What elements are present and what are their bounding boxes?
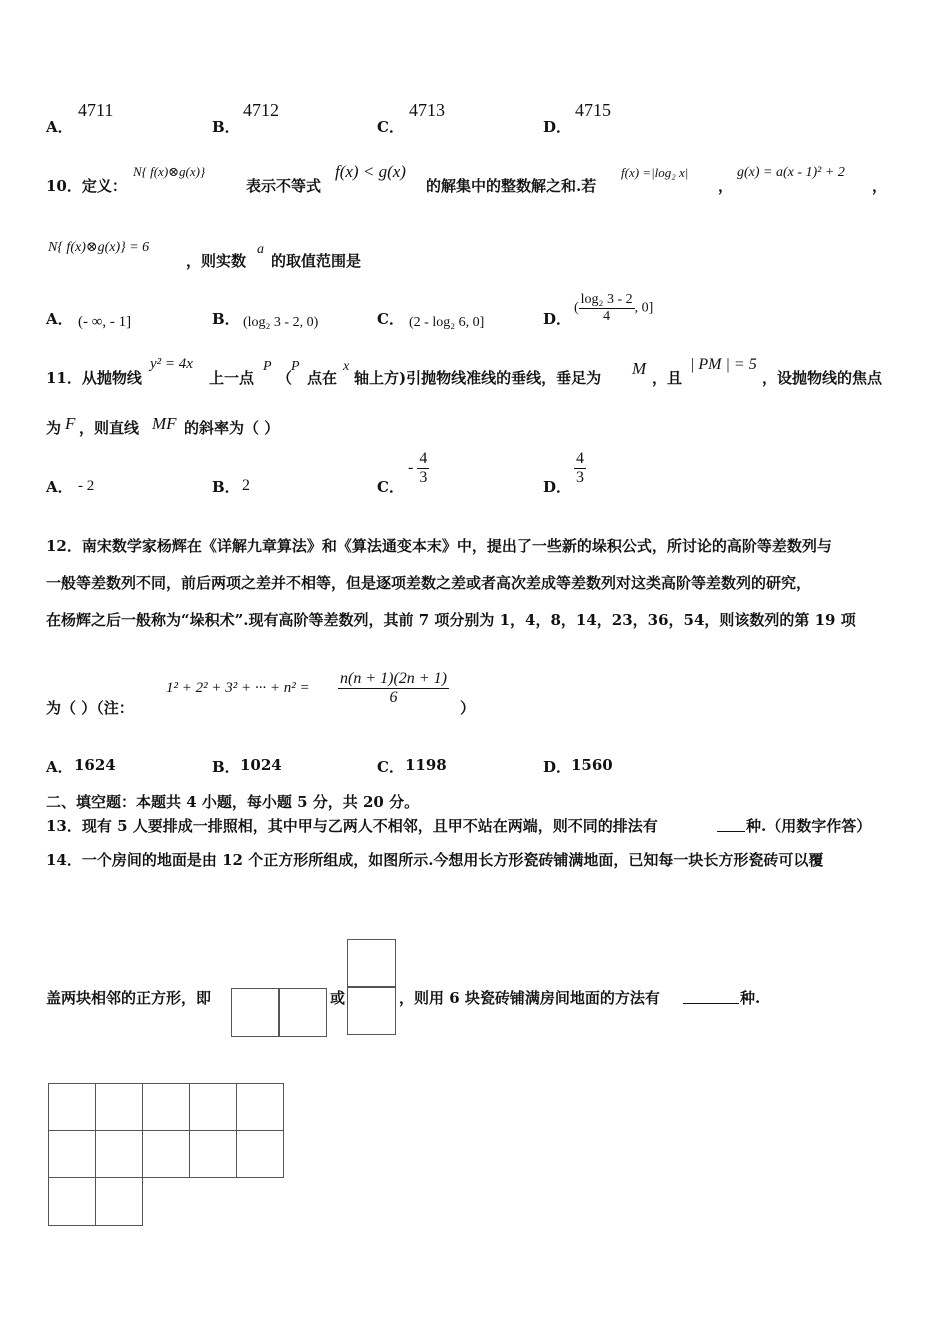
q14-tail: 种. [740,989,761,1007]
q11-option-c-sign: - [408,459,414,477]
q10-n-definition: N{ f(x)⊗g(x)} [133,164,206,179]
q10-comma-end: ， [872,177,888,195]
q11-point-p: P [263,359,272,374]
q11-point-p-2: P [291,359,300,374]
q10-option-a-label: A． [46,310,73,328]
q12-line-1: 12．南宋数学家杨辉在《详解九章算法》和《算法通变本末》中，提出了一些新的垛积公式，所讨论的高阶等差数列与 [46,537,832,555]
q10-option-b-value: (log₂ 3 - 2, 0) [243,315,319,330]
q12-line-3: 在杨辉之后一般称为“垛积术”.现有高阶等差数列，其前 7 项分别为 1，4，8，14，23，36，54，则该数列的第 19 项 [46,611,856,629]
q10-option-d-fraction [579,292,635,325]
vertical-tile-top-square [347,939,396,988]
q11-option-d-numerator: 4 [576,450,584,467]
q10-f-definition: f(x) =|log₂ x| [621,165,689,180]
q11-line2-c: 的斜率为（ ） [184,419,280,437]
q11-option-c-denominator: 3 [419,469,428,486]
q14-line-2a: 盖两块相邻的正方形，即 [46,989,212,1007]
q10-option-d-close: , 0] [634,300,654,316]
q12-option-c-label: C． [377,758,404,776]
q14-answer-blank[interactable] [683,987,739,1004]
floor-square [142,1083,190,1131]
q10-g-definition: g(x) = a(x - 1)² + 2 [737,165,845,180]
q12-option-b-value: 1024 [240,756,282,774]
q11-option-c-value [408,450,429,487]
q11-x-axis: x [343,359,350,374]
q12-option-a-label: A． [46,758,73,776]
q9-option-b-value: 4712 [243,100,279,120]
q10-var-a: a [257,242,264,257]
q11-option-d-value [574,450,586,487]
q9-option-c-value: 4713 [409,100,445,120]
q9-option-d-label: D． [543,118,572,136]
q14-or: 或 [330,989,346,1007]
q10-inequality: f(x) < g(x) [335,162,406,181]
floor-square [48,1177,96,1226]
q11-focus-f: F [65,414,76,433]
floor-square [95,1083,143,1131]
q10-option-d-open: ( [574,300,579,316]
q10-option-a-value: (- ∞, - 1] [78,314,132,330]
q12-option-d-value: 1560 [571,756,613,774]
floor-square [236,1083,284,1131]
q11-option-c-fraction [417,450,429,487]
floor-square [48,1083,96,1131]
q11-option-d-fraction [574,450,586,487]
q12-option-c-value: 1198 [405,756,447,774]
q10-option-b-label: B． [212,310,240,328]
q12-line-4a: 为（ ）（注： [46,699,134,717]
section-2-heading: 二、填空题：本题共 4 小题，每小题 5 分，共 20 分。 [46,793,420,811]
q10-option-d-numerator: log₂ 3 - 2 [580,292,633,307]
floor-square [189,1083,237,1131]
q11-text-2: （ [277,369,293,387]
floor-square [189,1130,237,1178]
q13-text: 13．现有 5 人要排成一排照相，其中甲与乙两人不相邻，且甲不站在两端，则不同的排法有 [46,817,658,835]
vertical-tile-bottom-square [347,986,396,1035]
q11-text-4: 轴上方)引抛物线准线的垂线，垂足为 [354,369,602,387]
q12-fraction-body [338,670,449,707]
q10-option-d-label: D． [543,310,572,328]
q11-option-b-value: 2 [242,477,250,494]
q9-option-c-label: C． [377,118,404,136]
q11-line2-b: ，则直线 [79,419,140,437]
q12-option-b-label: B． [212,758,240,776]
q12-formula-numerator: n(n + 1)(2n + 1) [340,670,447,687]
q11-line-mf: MF [152,414,177,433]
q12-line-4b: ） [460,699,476,717]
q10-number: 10．定义： [46,177,127,195]
q10-separator: ， [718,177,734,195]
q11-option-d-label: D． [543,478,572,496]
q10-option-c-label: C． [377,310,404,328]
q10-condition: N{ f(x)⊗g(x)} = 6 [48,240,150,255]
q10-option-d-denominator: 4 [603,309,611,324]
q13-tail: 种.（用数字作答） [746,817,872,835]
floor-square [236,1130,284,1178]
q11-text-1: 上一点 [209,369,255,387]
q11-number: 11．从抛物线 [46,369,142,387]
floor-square [95,1130,143,1178]
horizontal-tile-left-square [231,988,280,1037]
q14-line-1: 14．一个房间的地面是由 12 个正方形所组成，如图所示.今想用长方形瓷砖铺满地面，已知每一块长方形瓷砖可以覆 [46,851,824,869]
q11-option-c-label: C． [377,478,404,496]
q14-line-2b: ，则用 6 块瓷砖铺满房间地面的方法有 [399,989,660,1007]
q9-option-b-label: B． [212,118,240,136]
q11-option-a-value: - 2 [78,478,95,494]
q11-text-3: 点在 [307,369,338,387]
q10-text-4: 的取值范围是 [271,252,362,270]
q10-text-1: 表示不等式 [246,177,322,195]
floor-square [95,1177,143,1226]
q11-text-6: ，设抛物线的焦点 [762,369,883,387]
horizontal-tile-right-square [278,988,327,1037]
q11-option-a-label: A． [46,478,73,496]
q11-text-5: ，且 [652,369,683,387]
floor-square [142,1130,190,1178]
q11-pm-length: | PM | = 5 [690,356,757,373]
q10-text-3: ，则实数 [186,252,247,270]
q12-formula-denominator: 6 [389,689,398,706]
q11-option-d-denominator: 3 [576,469,584,486]
q12-option-a-value: 1624 [74,756,116,774]
q10-option-d-value [574,292,653,325]
q11-parabola-equation: y² = 4x [150,356,193,372]
q11-point-m: M [632,359,647,378]
q10-option-c-value: (2 - log₂ 6, 0] [409,315,485,330]
q11-line2-a: 为 [46,419,62,437]
q9-option-a-label: A． [46,118,73,136]
q10-text-2: 的解集中的整数解之和.若 [426,177,597,195]
q12-line-2: 一般等差数列不同，前后两项之差并不相等，但是逐项差数之差或者高次差成等差数列对这类高阶等差数列的研究， [46,574,812,592]
q13-answer-blank[interactable] [717,815,745,832]
q9-option-d-value: 4715 [575,100,611,120]
q12-sum-formula: 1² + 2² + 3² + ··· + n² = [166,680,310,696]
floor-square [48,1130,96,1178]
q12-option-d-label: D． [543,758,572,776]
q11-option-b-label: B． [212,478,240,496]
q11-option-c-numerator: 4 [419,450,428,467]
q12-formula-fraction [338,670,449,707]
q9-option-a-value: 4711 [78,100,114,120]
